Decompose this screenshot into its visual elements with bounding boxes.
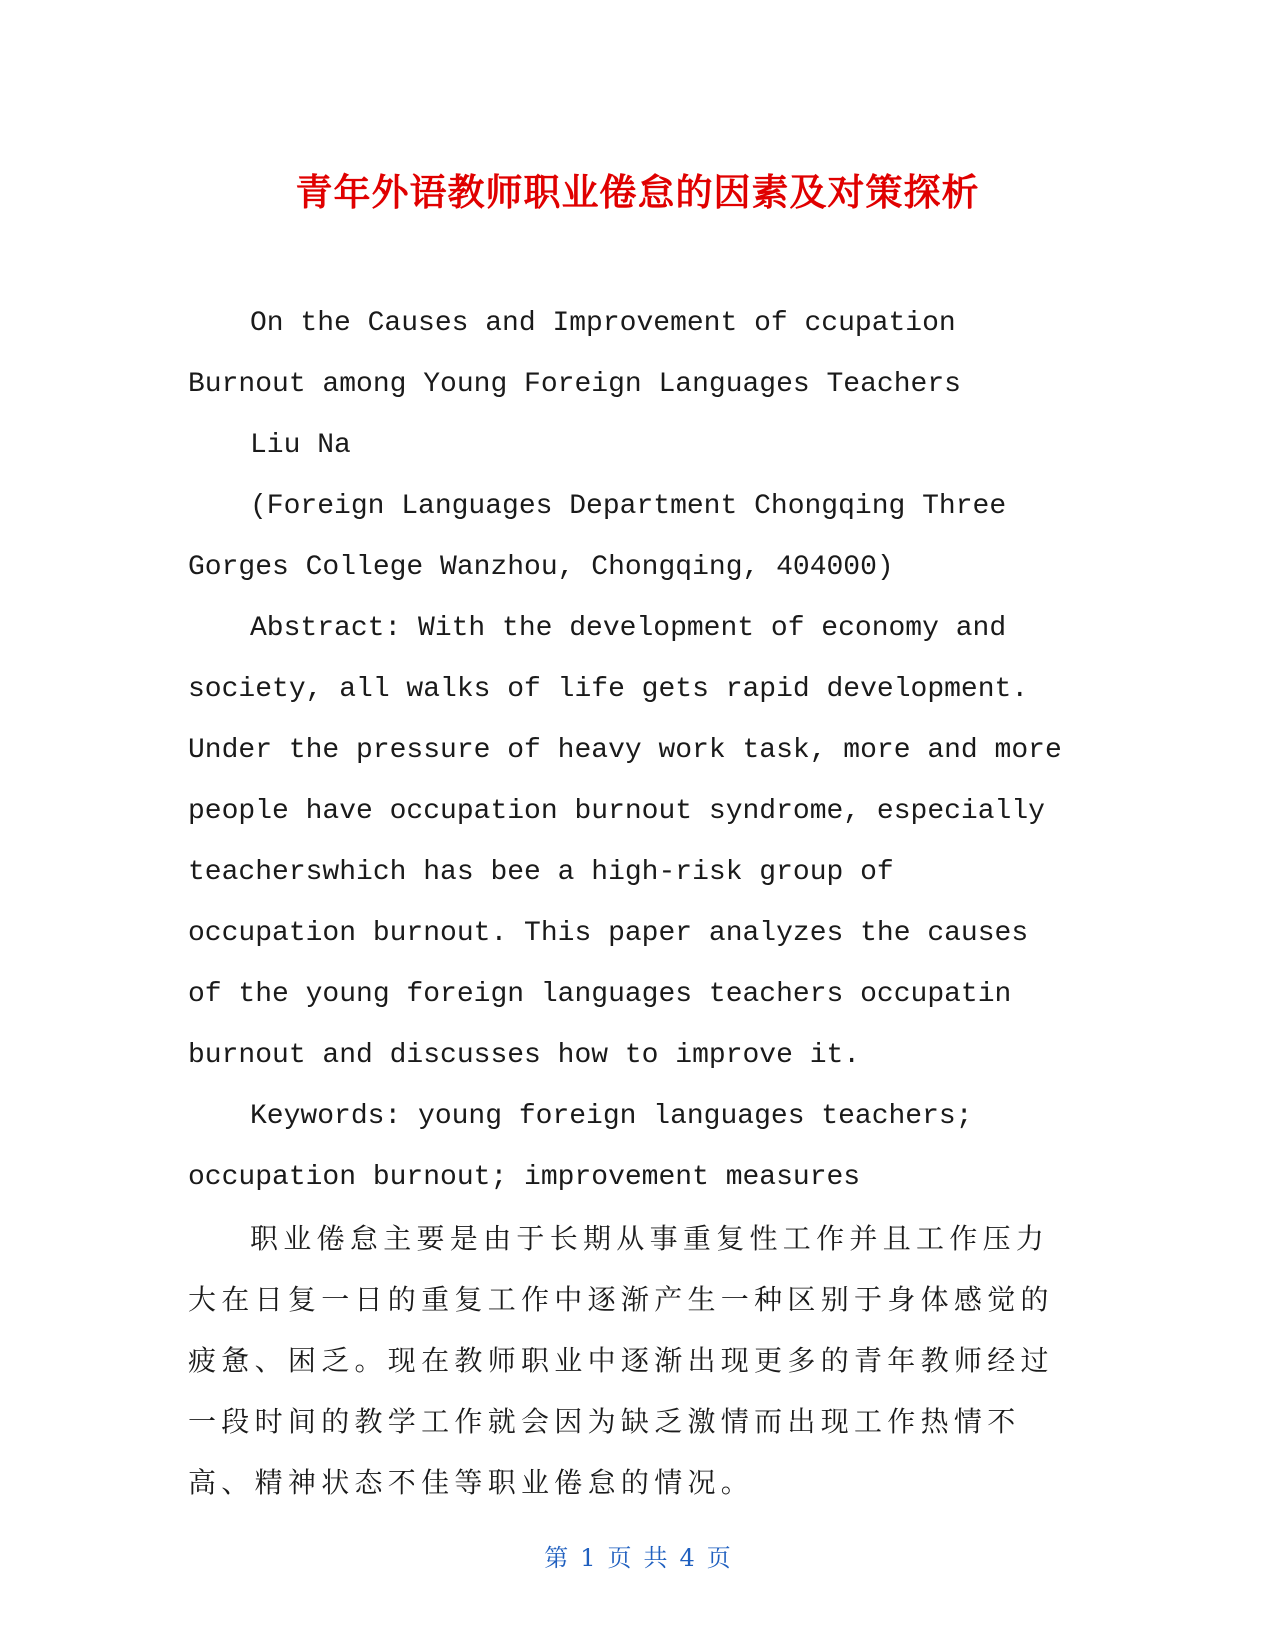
page-footer xyxy=(0,1542,1275,1574)
footer-page-number: 1 xyxy=(580,1544,596,1572)
body-paragraph: 职业倦怠主要是由于长期从事重复性工作并且工作压力大在日复一日的重复工作中逐渐产生一种区别于身体感觉的疲惫、困乏。现在教师职业中逐渐出现更多的青年教师经过一段时间的教学工作就会因为缺乏激情而出现工作热情不高、精神状态不佳等职业倦怠的情况。 xyxy=(188,1222,1054,1499)
footer-label-total-unit: 页 xyxy=(706,1544,731,1572)
keywords-paragraph: Keywords: young foreign languages teachers; occupation burnout; improvement measures xyxy=(188,1101,990,1193)
footer-label-page-unit: 页 xyxy=(607,1544,632,1572)
footer-label-page: 第 xyxy=(544,1544,569,1572)
english-title: On the Causes and Improvement of ccupation Burnout among Young Foreign Languages Teachers xyxy=(188,308,973,400)
footer-label-total: 共 xyxy=(643,1544,668,1572)
footer-total-pages: 4 xyxy=(679,1544,695,1572)
author-affiliation: (Foreign Languages Department Chongqing Three Gorges College Wanzhou, Chongqing, 404000) xyxy=(188,491,1023,583)
abstract-paragraph: Abstract: With the development of economy and society, all walks of life gets rapid development. Under the pressure of heavy work task, more and more people have occupation burnout syndrome, especially teacherswhich has bee a high-risk group of occupation burnout. This paper analyzes the causes of the young foreign languages teachers occupatin burnout and discusses how to improve it. xyxy=(188,613,1079,1071)
author-name: Liu Na xyxy=(250,430,351,461)
document-body xyxy=(188,293,1079,1513)
document-title: 青年外语教师职业倦怠的因素及对策探析 xyxy=(295,171,980,214)
